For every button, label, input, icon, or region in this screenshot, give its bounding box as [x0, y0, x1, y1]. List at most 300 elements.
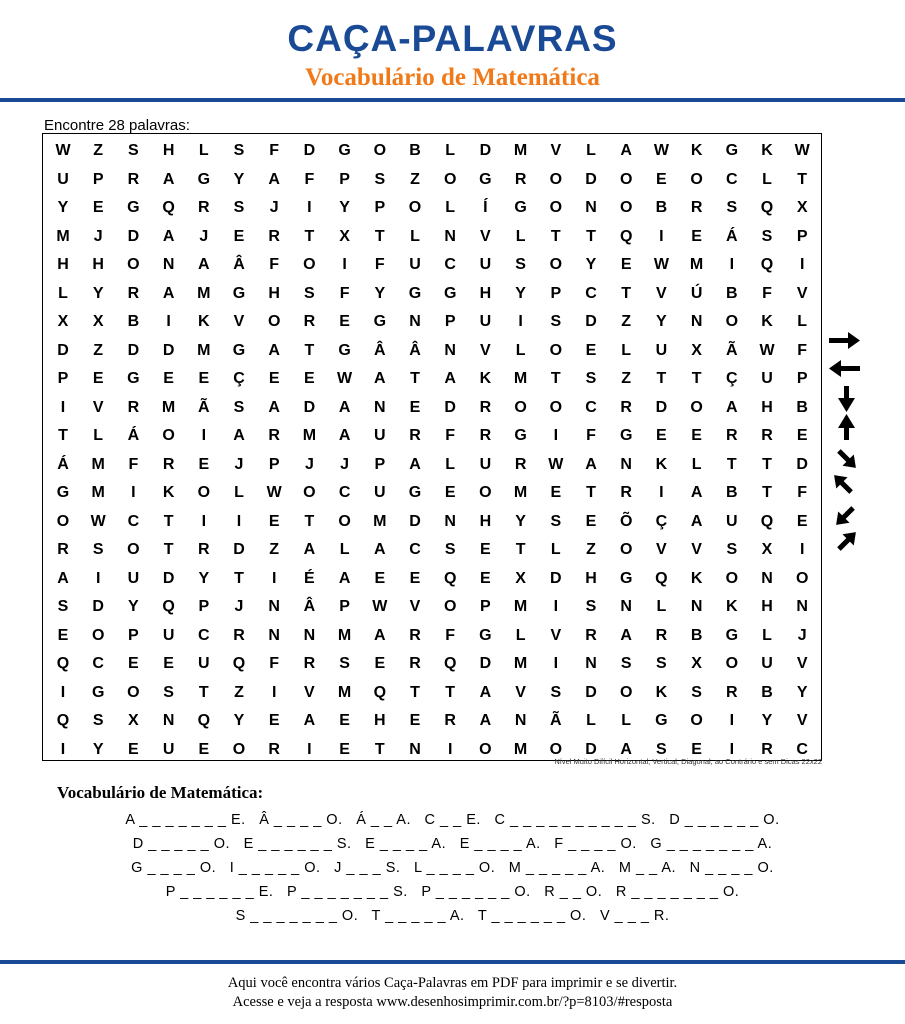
grid-letter[interactable]: O [127, 256, 140, 273]
grid-letter[interactable]: A [303, 541, 316, 558]
grid-letter[interactable]: N [444, 227, 456, 245]
grid-letter[interactable]: A [690, 512, 703, 530]
grid-letter[interactable]: J [234, 455, 244, 473]
grid-letter[interactable]: M [91, 484, 105, 501]
grid-letter[interactable]: I [236, 512, 242, 530]
grid-letter[interactable]: E [374, 569, 386, 587]
grid-letter[interactable]: T [621, 284, 632, 302]
grid-letter[interactable]: D [796, 455, 808, 473]
grid-letter[interactable]: F [586, 427, 596, 444]
grid-letter[interactable]: I [166, 313, 171, 330]
grid-letter[interactable]: E [163, 655, 174, 672]
grid-letter[interactable]: O [549, 199, 563, 216]
grid-letter[interactable]: G [514, 427, 527, 444]
grid-letter[interactable]: D [303, 142, 316, 159]
grid-letter[interactable]: Q [760, 199, 774, 216]
grid-letter[interactable]: W [55, 142, 71, 159]
grid-letter[interactable]: P [796, 370, 808, 387]
grid-letter[interactable]: O [619, 170, 633, 188]
grid-letter[interactable]: D [57, 341, 69, 359]
grid-letter[interactable]: O [795, 569, 809, 587]
grid-letter[interactable]: H [162, 142, 175, 159]
grid-letter[interactable]: U [162, 740, 175, 758]
grid-letter[interactable]: Y [92, 740, 104, 758]
grid-letter[interactable]: T [691, 370, 702, 387]
grid-letter[interactable]: I [60, 683, 66, 701]
grid-letter[interactable]: A [374, 626, 386, 644]
grid-letter[interactable]: M [197, 284, 211, 302]
grid-letter[interactable]: U [726, 512, 738, 530]
grid-letter[interactable]: L [621, 341, 632, 359]
grid-letter[interactable]: H [92, 256, 104, 273]
grid-letter[interactable]: I [799, 256, 805, 273]
grid-letter[interactable]: D [303, 398, 316, 416]
grid-letter[interactable]: T [445, 683, 456, 701]
grid-letter[interactable]: Ç [655, 512, 668, 530]
grid-letter[interactable]: R [761, 427, 773, 444]
grid-letter[interactable]: N [690, 313, 703, 330]
grid-letter[interactable]: Ú [690, 284, 703, 302]
grid-letter[interactable]: R [479, 398, 492, 416]
grid-letter[interactable]: V [480, 341, 491, 359]
grid-letter[interactable]: Q [232, 655, 246, 672]
grid-letter[interactable]: O [549, 170, 563, 188]
grid-letter[interactable]: E [339, 740, 350, 758]
grid-letter[interactable]: L [410, 227, 420, 245]
grid-letter[interactable]: F [445, 626, 456, 644]
grid-letter[interactable]: O [232, 740, 246, 758]
grid-letter[interactable]: N [268, 626, 280, 644]
grid-letter[interactable]: P [268, 455, 280, 473]
grid-letter[interactable]: Y [761, 712, 773, 729]
grid-letter[interactable]: Â [303, 598, 316, 615]
grid-letter[interactable]: O [549, 398, 563, 416]
grid-letter[interactable]: S [726, 199, 738, 216]
grid-letter[interactable]: Í [483, 199, 488, 216]
grid-letter[interactable]: H [761, 398, 773, 416]
grid-letter[interactable]: L [445, 455, 456, 473]
grid-letter[interactable]: S [92, 541, 104, 558]
grid-letter[interactable]: L [515, 341, 526, 359]
grid-letter[interactable]: I [201, 427, 207, 444]
grid-letter[interactable]: R [409, 427, 421, 444]
grid-letter[interactable]: D [233, 541, 245, 558]
grid-letter[interactable]: G [373, 313, 387, 330]
grid-letter[interactable]: K [479, 370, 492, 387]
grid-letter[interactable]: M [302, 427, 317, 444]
grid-letter[interactable]: D [409, 512, 421, 530]
grid-letter[interactable]: E [480, 569, 491, 587]
grid-letter[interactable]: A [162, 227, 175, 245]
grid-letter[interactable]: N [444, 341, 456, 359]
grid-letter[interactable]: R [303, 655, 316, 672]
grid-letter[interactable]: V [691, 541, 702, 558]
grid-letter[interactable]: D [444, 398, 456, 416]
grid-letter[interactable]: T [550, 227, 561, 245]
grid-letter[interactable]: R [620, 398, 632, 416]
grid-letter[interactable]: P [92, 170, 104, 188]
grid-letter[interactable]: W [337, 370, 353, 387]
grid-letter[interactable]: F [339, 284, 350, 302]
grid-letter[interactable]: M [513, 484, 528, 501]
grid-letter[interactable]: V [550, 626, 562, 644]
grid-letter[interactable]: T [163, 512, 174, 530]
grid-letter[interactable]: I [553, 655, 559, 672]
grid-letter[interactable]: G [655, 712, 668, 729]
grid-letter[interactable]: T [410, 683, 420, 701]
grid-letter[interactable]: K [690, 142, 703, 159]
grid-letter[interactable]: O [690, 398, 703, 416]
grid-letter[interactable]: G [127, 370, 140, 387]
grid-letter[interactable]: D [162, 341, 175, 359]
grid-letter[interactable]: V [92, 398, 104, 416]
grid-letter[interactable]: K [198, 313, 210, 330]
grid-letter[interactable]: G [56, 484, 70, 501]
grid-letter[interactable]: Q [56, 655, 70, 672]
grid-letter[interactable]: V [796, 284, 808, 302]
grid-letter[interactable]: Á [726, 227, 738, 245]
grid-letter[interactable]: M [689, 256, 704, 273]
grid-letter[interactable]: M [513, 740, 528, 758]
grid-letter[interactable]: V [796, 712, 808, 729]
grid-letter[interactable]: T [304, 512, 315, 530]
grid-letter[interactable]: M [513, 370, 528, 387]
grid-letter[interactable]: F [128, 455, 139, 473]
grid-letter[interactable]: S [691, 683, 702, 701]
grid-letter[interactable]: Â [409, 341, 421, 359]
grid-letter[interactable]: S [374, 170, 386, 188]
grid-letter[interactable]: O [197, 484, 211, 501]
grid-letter[interactable]: W [759, 341, 775, 359]
grid-letter[interactable]: N [444, 512, 456, 530]
grid-letter[interactable]: I [271, 683, 277, 701]
grid-letter[interactable]: Z [234, 683, 244, 701]
grid-letter[interactable]: E [585, 341, 597, 359]
grid-letter[interactable]: A [162, 170, 175, 188]
grid-letter[interactable]: R [726, 683, 738, 701]
grid-letter[interactable]: O [408, 199, 422, 216]
grid-letter[interactable]: W [90, 512, 106, 530]
grid-letter[interactable]: R [655, 626, 668, 644]
grid-letter[interactable]: I [95, 569, 101, 587]
grid-letter[interactable]: S [656, 740, 667, 758]
grid-letter[interactable]: R [409, 626, 421, 644]
grid-letter[interactable]: R [761, 740, 773, 758]
grid-letter[interactable]: L [762, 170, 772, 188]
grid-letter[interactable]: F [374, 256, 385, 273]
grid-letter[interactable]: E [339, 313, 350, 330]
grid-letter[interactable]: N [690, 598, 703, 615]
grid-letter[interactable]: Á [127, 427, 140, 444]
grid-letter[interactable]: Y [585, 256, 597, 273]
grid-letter[interactable]: O [127, 541, 140, 558]
grid-letter[interactable]: M [373, 512, 387, 530]
grid-letter[interactable]: K [690, 569, 703, 587]
grid-letter[interactable]: R [585, 626, 597, 644]
grid-letter[interactable]: C [444, 256, 456, 273]
grid-letter[interactable]: G [725, 626, 739, 644]
grid-letter[interactable]: V [409, 598, 421, 615]
grid-letter[interactable]: Z [621, 370, 632, 387]
grid-letter[interactable]: D [585, 740, 597, 758]
grid-letter[interactable]: E [409, 712, 421, 729]
grid-letter[interactable]: N [796, 598, 808, 615]
grid-letter[interactable]: F [445, 427, 456, 444]
grid-letter[interactable]: G [408, 484, 422, 501]
grid-letter[interactable]: E [268, 370, 280, 387]
grid-letter[interactable]: R [268, 227, 280, 245]
grid-letter[interactable]: D [162, 569, 175, 587]
grid-letter[interactable]: L [550, 541, 561, 558]
grid-letter[interactable]: E [198, 455, 210, 473]
grid-letter[interactable]: S [233, 199, 245, 216]
grid-letter[interactable]: E [268, 512, 280, 530]
grid-letter[interactable]: A [268, 170, 280, 188]
grid-letter[interactable]: Ç [726, 370, 738, 387]
grid-letter[interactable]: O [479, 740, 492, 758]
grid-letter[interactable]: A [374, 541, 386, 558]
grid-letter[interactable]: O [690, 712, 703, 729]
grid-letter[interactable]: E [304, 370, 315, 387]
grid-letter[interactable]: B [127, 313, 140, 330]
grid-letter[interactable]: Y [92, 284, 104, 302]
grid-letter[interactable]: C [585, 284, 597, 302]
grid-letter[interactable]: R [127, 170, 140, 188]
grid-letter[interactable]: Q [760, 256, 774, 273]
grid-letter[interactable]: N [620, 598, 632, 615]
grid-letter[interactable]: Ç [233, 370, 245, 387]
grid-letter[interactable]: I [659, 484, 664, 501]
grid-letter[interactable]: F [762, 284, 772, 302]
grid-letter[interactable]: V [656, 284, 667, 302]
grid-letter[interactable]: E [128, 740, 139, 758]
grid-letter[interactable]: C [796, 740, 808, 758]
grid-letter[interactable]: S [444, 541, 456, 558]
grid-letter[interactable]: B [761, 683, 773, 701]
grid-letter[interactable]: I [307, 740, 312, 758]
grid-letter[interactable]: W [266, 484, 282, 501]
grid-letter[interactable]: D [479, 655, 492, 672]
grid-letter[interactable]: G [232, 341, 246, 359]
grid-letter[interactable]: O [56, 512, 70, 530]
grid-letter[interactable]: G [232, 284, 246, 302]
grid-letter[interactable]: R [268, 740, 280, 758]
grid-letter[interactable]: X [339, 227, 350, 245]
grid-letter[interactable]: D [585, 683, 597, 701]
grid-letter[interactable]: A [162, 284, 175, 302]
grid-letter[interactable]: W [653, 256, 669, 273]
grid-letter[interactable]: F [269, 142, 280, 159]
grid-letter[interactable]: M [161, 398, 176, 416]
grid-letter[interactable]: F [269, 655, 280, 672]
grid-letter[interactable]: H [57, 256, 69, 273]
grid-letter[interactable]: G [514, 199, 527, 216]
grid-letter[interactable]: A [690, 484, 703, 501]
grid-letter[interactable]: I [729, 712, 735, 729]
grid-letter[interactable]: N [761, 569, 773, 587]
grid-letter[interactable]: E [796, 427, 808, 444]
grid-letter[interactable]: L [445, 142, 456, 159]
grid-letter[interactable]: V [304, 683, 315, 701]
grid-letter[interactable]: O [619, 199, 633, 216]
grid-letter[interactable]: E [198, 740, 210, 758]
grid-letter[interactable]: C [338, 484, 351, 501]
grid-letter[interactable]: O [91, 626, 105, 644]
grid-letter[interactable]: E [656, 170, 667, 188]
grid-letter[interactable]: J [93, 227, 103, 245]
grid-letter[interactable]: D [127, 341, 140, 359]
grid-letter[interactable]: É [304, 569, 315, 587]
grid-letter[interactable]: U [374, 427, 386, 444]
grid-letter[interactable]: R [57, 541, 69, 558]
grid-letter[interactable]: O [619, 541, 633, 558]
grid-letter[interactable]: T [550, 370, 561, 387]
grid-letter[interactable]: N [268, 598, 280, 615]
grid-letter[interactable]: B [690, 626, 703, 644]
grid-letter[interactable]: X [796, 199, 808, 216]
grid-letter[interactable]: Ã [550, 712, 562, 729]
grid-letter[interactable]: C [92, 655, 104, 672]
grid-letter[interactable]: Á [57, 455, 69, 473]
grid-letter[interactable]: Y [515, 512, 526, 530]
grid-letter[interactable]: S [550, 683, 562, 701]
grid-letter[interactable]: S [339, 655, 350, 672]
grid-letter[interactable]: U [479, 455, 492, 473]
grid-letter[interactable]: I [518, 313, 523, 330]
grid-letter[interactable]: K [726, 598, 738, 615]
grid-letter[interactable]: S [550, 313, 562, 330]
grid-letter[interactable]: E [550, 484, 562, 501]
grid-letter[interactable]: H [479, 284, 492, 302]
grid-letter[interactable]: U [761, 655, 773, 672]
grid-letter[interactable]: P [796, 227, 808, 245]
grid-letter[interactable]: O [514, 398, 527, 416]
grid-letter[interactable]: D [585, 170, 597, 188]
grid-letter[interactable]: V [233, 313, 245, 330]
grid-letter[interactable]: T [234, 569, 244, 587]
grid-letter[interactable]: I [131, 484, 136, 501]
grid-letter[interactable]: V [656, 541, 667, 558]
grid-letter[interactable]: O [303, 256, 316, 273]
grid-letter[interactable]: X [691, 341, 702, 359]
grid-letter[interactable]: S [515, 256, 526, 273]
grid-letter[interactable]: K [761, 142, 773, 159]
grid-letter[interactable]: G [197, 170, 211, 188]
grid-letter[interactable]: U [162, 626, 175, 644]
grid-letter[interactable]: T [656, 370, 667, 387]
grid-letter[interactable]: F [797, 484, 808, 501]
grid-letter[interactable]: Â [233, 256, 245, 273]
grid-letter[interactable]: N [303, 626, 316, 644]
grid-letter[interactable]: Â [374, 341, 386, 359]
grid-letter[interactable]: H [479, 512, 492, 530]
grid-letter[interactable]: U [479, 313, 492, 330]
grid-letter[interactable]: F [304, 170, 315, 188]
grid-letter[interactable]: F [269, 256, 280, 273]
grid-letter[interactable]: H [268, 284, 280, 302]
grid-letter[interactable]: O [267, 313, 281, 330]
grid-letter[interactable]: Q [56, 712, 70, 729]
grid-letter[interactable]: M [513, 598, 528, 615]
grid-letter[interactable]: P [374, 199, 386, 216]
grid-letter[interactable]: S [585, 370, 597, 387]
grid-letter[interactable]: G [479, 170, 492, 188]
grid-letter[interactable]: A [409, 455, 421, 473]
grid-letter[interactable]: P [57, 370, 69, 387]
grid-letter[interactable]: N [162, 712, 175, 729]
grid-letter[interactable]: A [198, 256, 210, 273]
grid-letter[interactable]: L [198, 142, 209, 159]
grid-letter[interactable]: E [796, 512, 808, 530]
grid-letter[interactable]: L [621, 712, 632, 729]
grid-letter[interactable]: S [585, 598, 597, 615]
grid-letter[interactable]: C [198, 626, 210, 644]
grid-letter[interactable]: L [656, 598, 667, 615]
grid-letter[interactable]: L [586, 142, 596, 159]
grid-letter[interactable]: N [585, 655, 597, 672]
grid-letter[interactable]: G [619, 569, 633, 587]
grid-letter[interactable]: D [92, 598, 104, 615]
grid-letter[interactable]: O [162, 427, 175, 444]
grid-letter[interactable]: R [690, 199, 703, 216]
grid-letter[interactable]: D [585, 313, 597, 330]
grid-letter[interactable]: U [479, 256, 492, 273]
grid-letter[interactable]: I [271, 569, 277, 587]
grid-letter[interactable]: E [163, 370, 174, 387]
grid-letter[interactable]: K [655, 455, 668, 473]
grid-letter[interactable]: X [515, 569, 526, 587]
grid-letter[interactable]: T [762, 455, 772, 473]
grid-letter[interactable]: Q [619, 227, 633, 245]
grid-letter[interactable]: L [762, 626, 772, 644]
grid-letter[interactable]: B [726, 284, 738, 302]
grid-letter[interactable]: R [620, 484, 632, 501]
grid-letter[interactable]: G [619, 427, 633, 444]
grid-letter[interactable]: B [796, 398, 808, 416]
grid-letter[interactable]: U [409, 256, 421, 273]
grid-letter[interactable]: X [128, 712, 139, 729]
grid-letter[interactable]: C [726, 170, 738, 188]
grid-letter[interactable]: A [479, 712, 492, 729]
grid-letter[interactable]: O [549, 341, 563, 359]
grid-letter[interactable]: E [92, 199, 104, 216]
grid-letter[interactable]: T [515, 541, 526, 558]
grid-letter[interactable]: G [91, 683, 105, 701]
grid-letter[interactable]: R [409, 655, 421, 672]
grid-letter[interactable]: A [268, 398, 280, 416]
grid-letter[interactable]: Y [515, 284, 526, 302]
grid-letter[interactable]: P [198, 598, 210, 615]
grid-letter[interactable]: T [163, 541, 174, 558]
grid-letter[interactable]: D [655, 398, 668, 416]
grid-letter[interactable]: L [234, 484, 244, 501]
grid-letter[interactable]: U [127, 569, 140, 587]
grid-letter[interactable]: I [659, 227, 664, 245]
grid-letter[interactable]: E [409, 569, 421, 587]
grid-letter[interactable]: O [725, 655, 739, 672]
grid-letter[interactable]: Q [197, 712, 211, 729]
grid-letter[interactable]: M [513, 655, 528, 672]
grid-letter[interactable]: O [443, 598, 457, 615]
grid-letter[interactable]: D [550, 569, 562, 587]
grid-letter[interactable]: Y [374, 284, 386, 302]
grid-letter[interactable]: V [550, 142, 562, 159]
grid-letter[interactable]: A [268, 341, 280, 359]
grid-letter[interactable]: N [409, 313, 421, 330]
grid-letter[interactable]: Q [162, 199, 175, 216]
grid-letter[interactable]: H [761, 598, 773, 615]
grid-letter[interactable]: A [726, 398, 738, 416]
